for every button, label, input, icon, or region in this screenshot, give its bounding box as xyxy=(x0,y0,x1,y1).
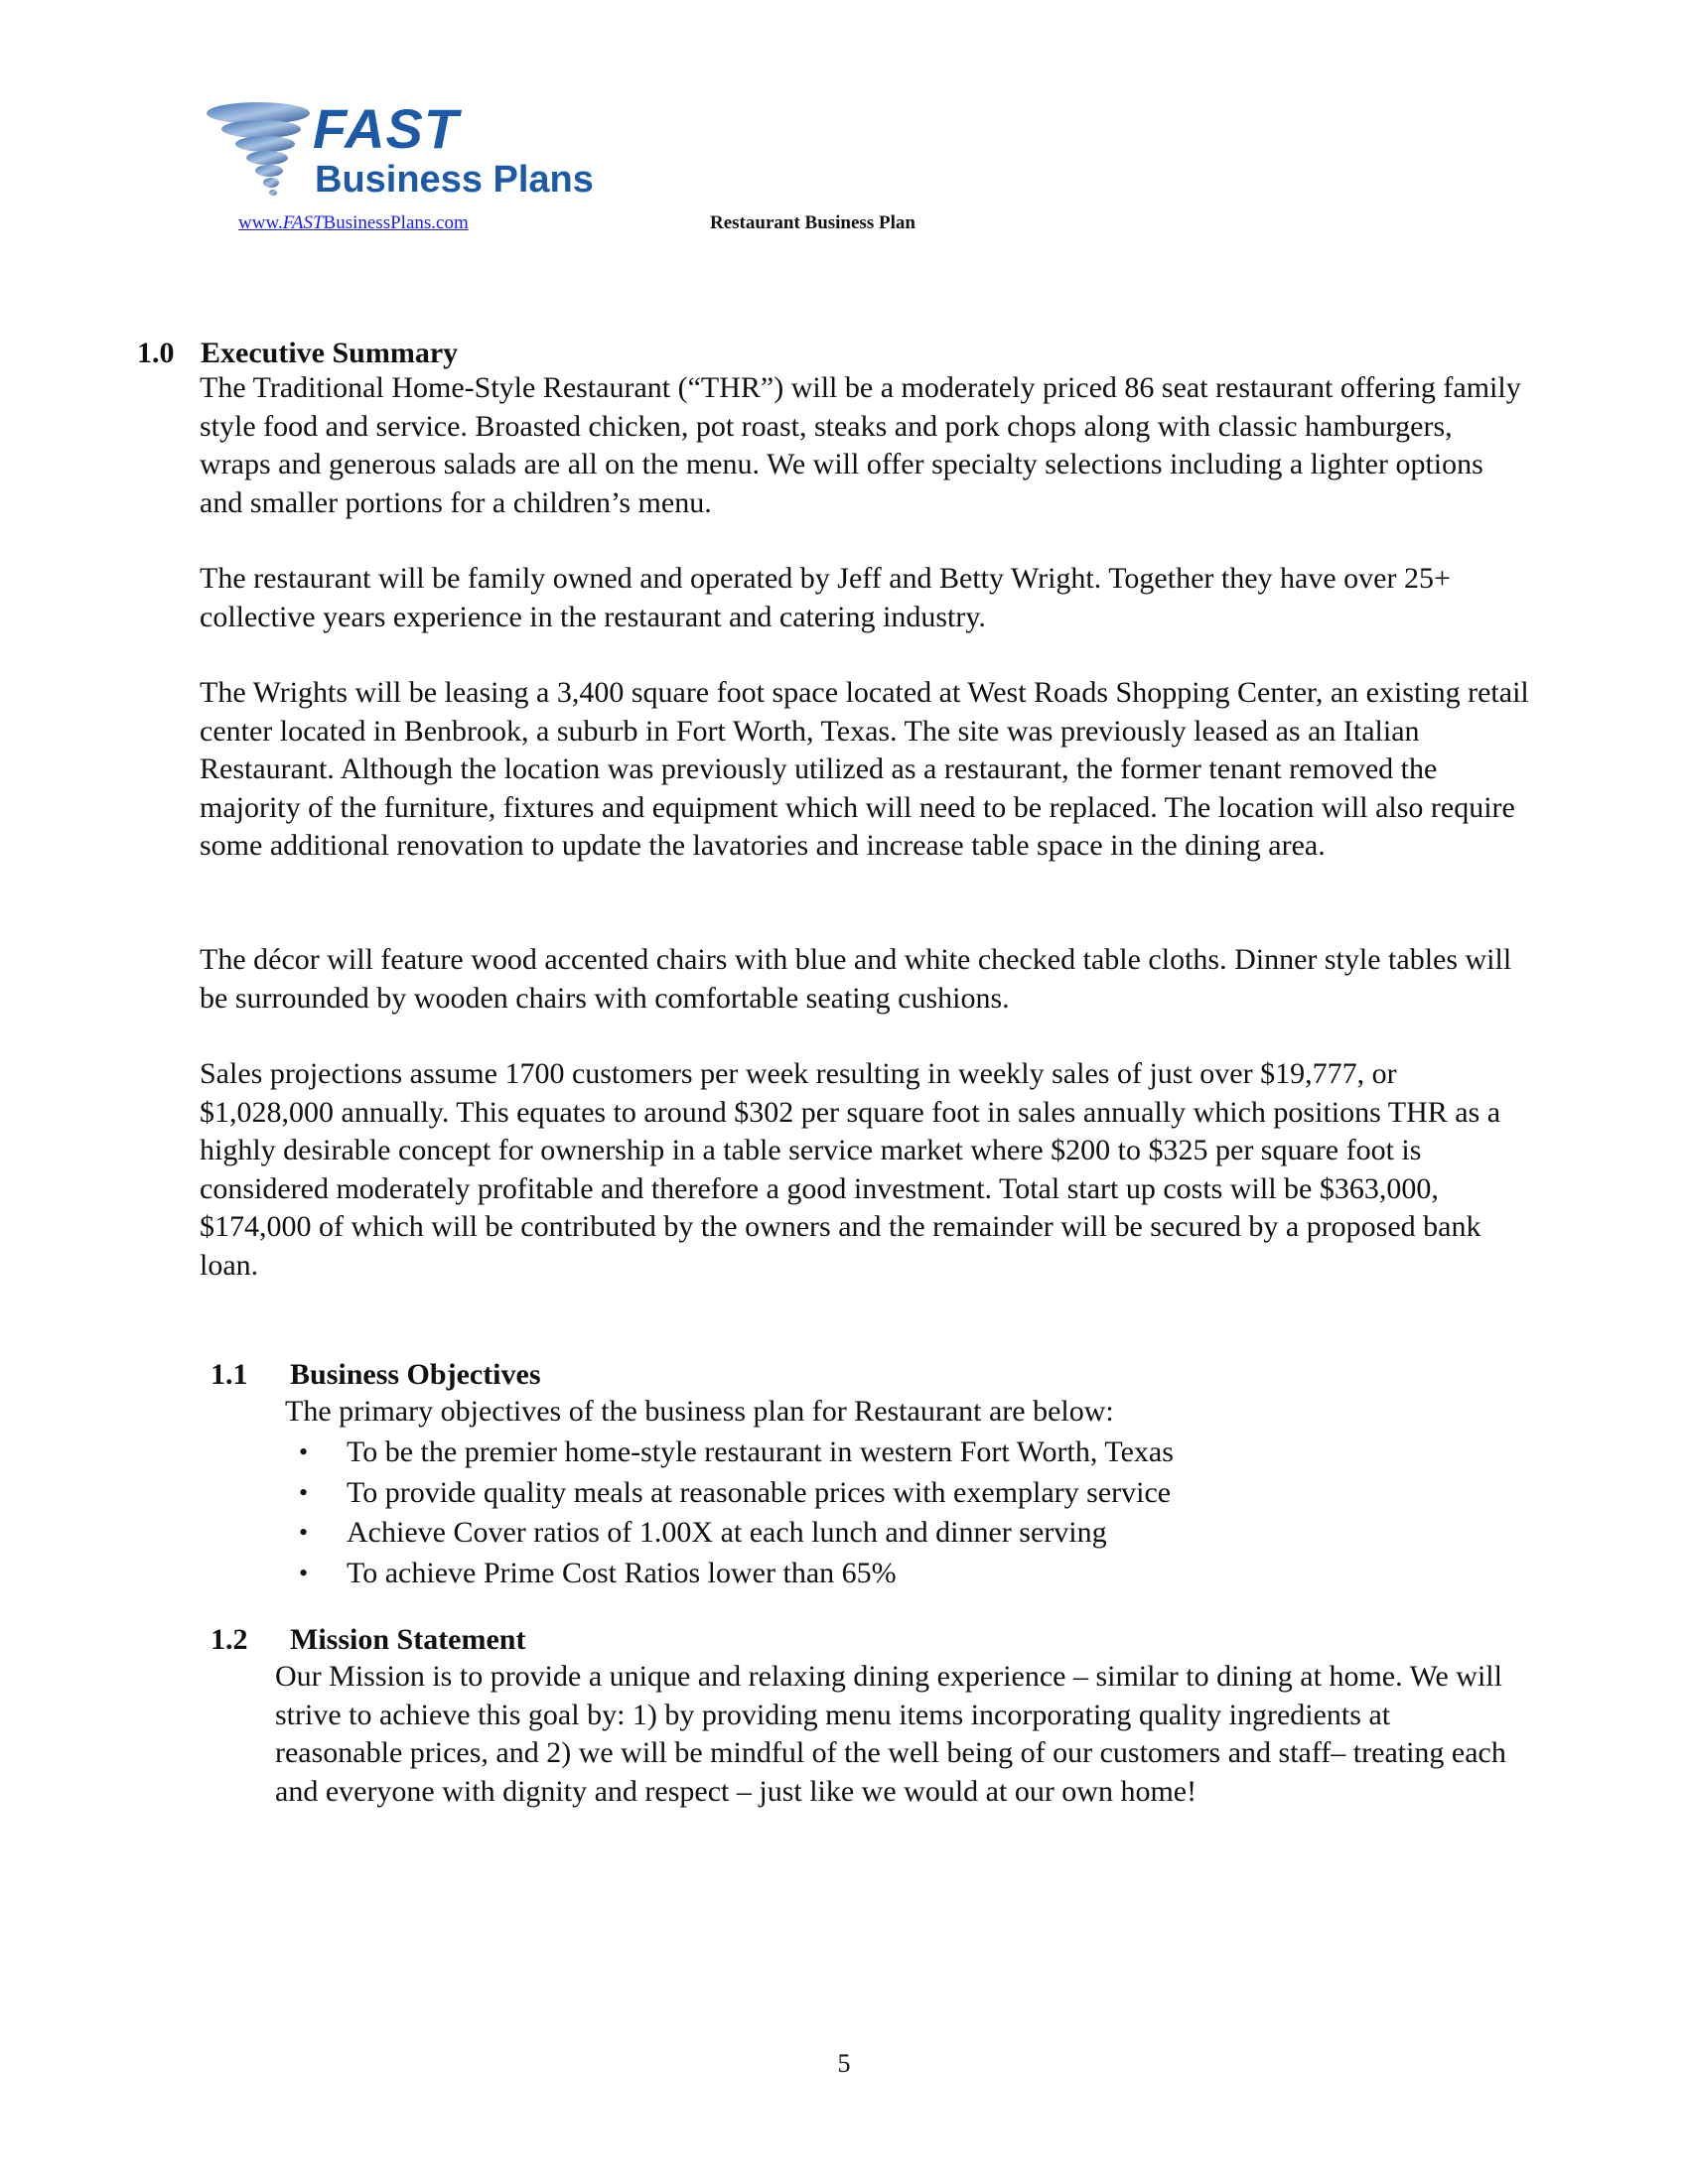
section-title: Business Objectives xyxy=(290,1358,541,1391)
section-title: Executive Summary xyxy=(201,337,459,369)
bullet-icon: • xyxy=(299,1558,309,1587)
summary-paragraph: Sales projections assume 1700 customers per week resulting in weekly sales of just over $19,777, or $1,028,000 annually. This equates to around $302 per square foot in sales annually which positions THR as a highly desirable concept for ownership in a table service market where $200 to $325 per square foot is considered moderately profitable and therefore a good investment. Total start up costs will be $363,000, $174,000 of which will be contributed by the owners and the remainder will be secured by a proposed bank loan. xyxy=(200,1057,1501,1282)
section-number: 1.2 xyxy=(211,1623,248,1656)
brand-logo xyxy=(204,99,621,208)
website-link-suffix: BusinessPlans.com xyxy=(323,212,469,233)
bullet-icon: • xyxy=(299,1518,309,1547)
list-item xyxy=(285,1554,1174,1594)
list-item-text: Achieve Cover ratios of 1.00X at each lunch and dinner serving xyxy=(347,1516,1107,1549)
tornado-icon xyxy=(204,99,313,199)
logo-wordmark-business-plans: Business Plans xyxy=(315,159,594,201)
page-number: 5 xyxy=(837,2049,851,2078)
mission-text: Our Mission is to provide a unique and relaxing dining experience – similar to dining at home. We will strive to achieve this goal by: 1) by providing menu items incorporating quality ingredients at reasonable prices, and 2) we will be mindful of the well being of our customers and staff– treating each and everyone with dignity and respect – just like we would at our own home! xyxy=(275,1660,1506,1808)
summary-paragraph: The Traditional Home-Style Restaurant (“THR”) will be a moderately priced 86 seat restaurant offering family style food and service. Broasted chicken, pot roast, steaks and pork chops along with classic hamburgers, wraps and generous salads are all on the menu. We will offer specialty selections including a lighter options and smaller portions for a children’s menu. xyxy=(200,371,1521,519)
objectives-intro: The primary objectives of the business plan for Restaurant are below: xyxy=(285,1395,1114,1428)
website-link-emph: FAST xyxy=(282,212,324,233)
section-number: 1.1 xyxy=(211,1358,248,1391)
document-title: Restaurant Business Plan xyxy=(710,212,915,233)
list-item-text: To be the premier home-style restaurant in western Fort Worth, Texas xyxy=(347,1435,1174,1468)
list-item xyxy=(285,1433,1174,1473)
section-heading-mission-statement xyxy=(211,1621,525,1659)
section-number: 1.0 xyxy=(137,337,175,369)
list-item-text: To provide quality meals at reasonable prices with exemplary service xyxy=(347,1475,1172,1509)
summary-paragraph: The restaurant will be family owned and operated by Jeff and Betty Wright. Together they have over 25+ collective years experience in the restaurant and catering industry. xyxy=(200,562,1451,633)
logo-wordmark-fast: FAST xyxy=(313,97,460,160)
summary-paragraph: The Wrights will be leasing a 3,400 square foot space located at West Roads Shopping Center, an existing retail center located in Benbrook, a suburb in Fort Worth, Texas. The site was previously leased as an Italian Restaurant. Although the location was previously utilized as a restaurant, the former tenant removed the majority of the furniture, fixtures and equipment which will need to be replaced. The location will also require some additional renovation to update the lavatories and increase table space in the dining area. xyxy=(200,676,1529,862)
list-item xyxy=(285,1513,1174,1554)
bullet-icon: • xyxy=(299,1477,309,1507)
section-title: Mission Statement xyxy=(290,1623,526,1656)
summary-paragraph: The décor will feature wood accented chairs with blue and white checked table cloths. Dinner style tables will be surrounded by wooden chairs with comfortable seating cushions. xyxy=(200,943,1512,1015)
website-link-prefix: www. xyxy=(238,212,283,233)
section-heading-executive-summary xyxy=(137,335,458,372)
website-link[interactable] xyxy=(238,212,469,234)
bullet-icon: • xyxy=(299,1437,309,1466)
section-heading-business-objectives xyxy=(211,1356,541,1394)
list-item-text: To achieve Prime Cost Ratios lower than 65% xyxy=(347,1556,897,1589)
objectives-list xyxy=(285,1433,1174,1593)
list-item xyxy=(285,1473,1174,1514)
